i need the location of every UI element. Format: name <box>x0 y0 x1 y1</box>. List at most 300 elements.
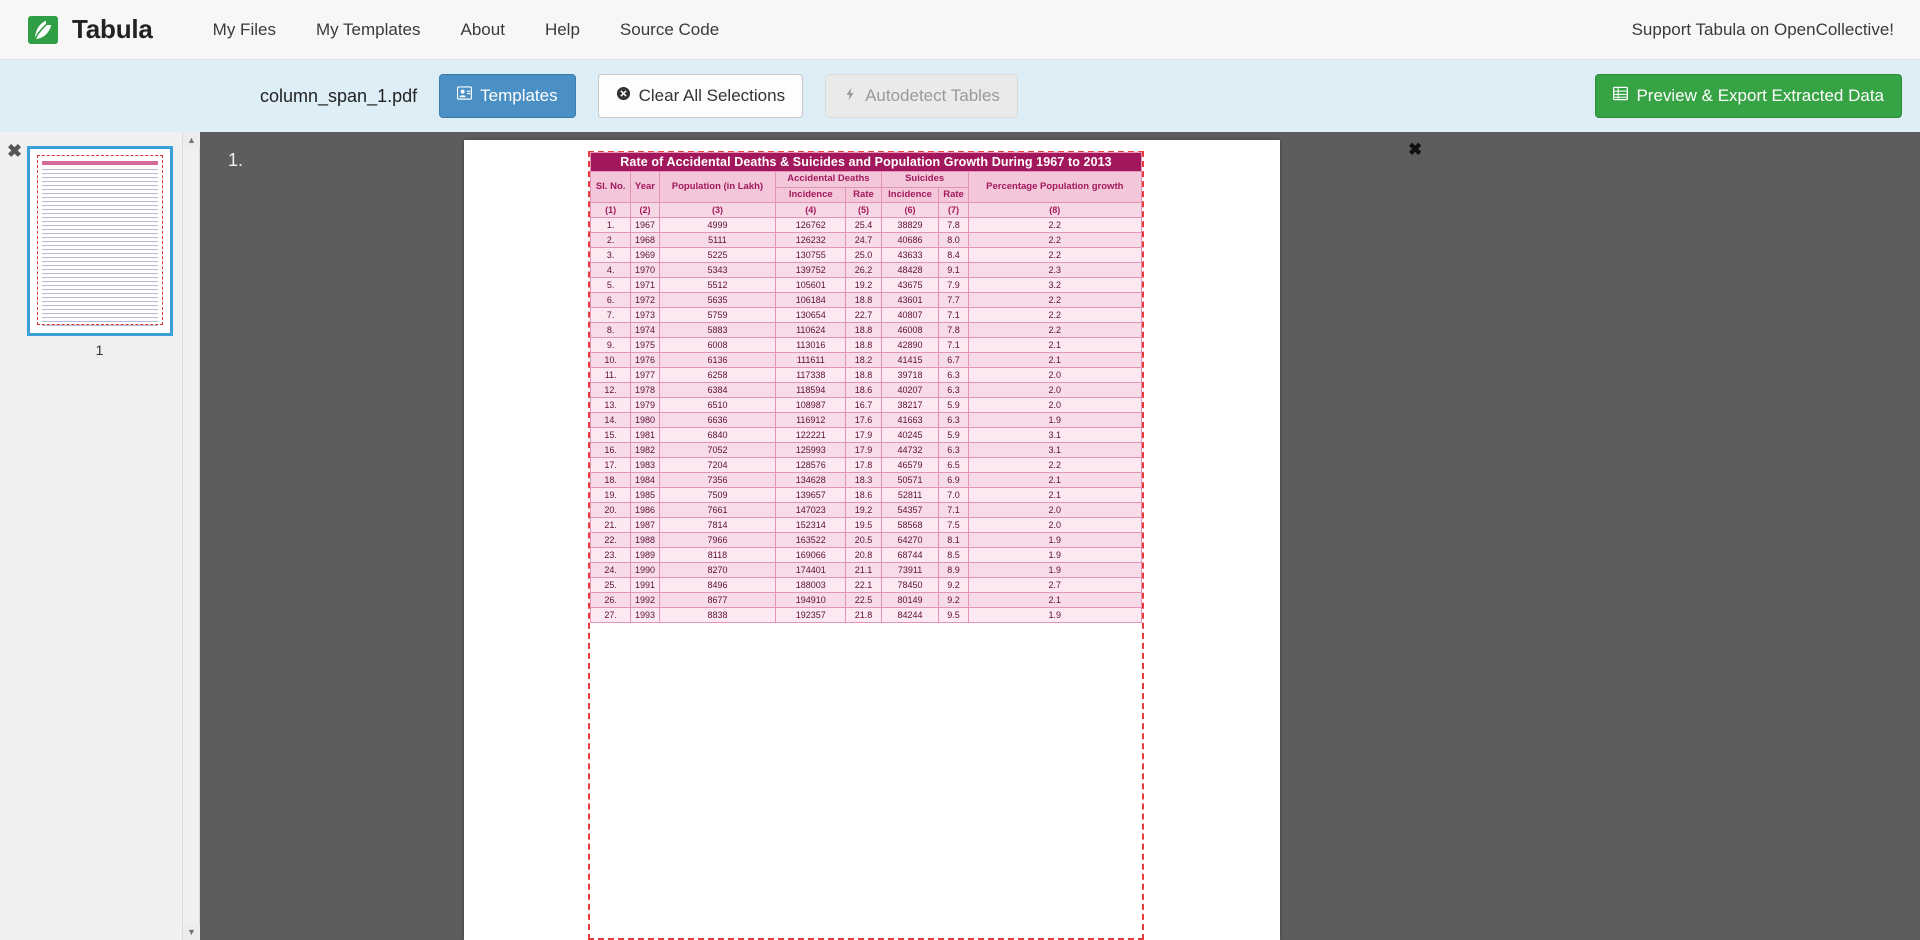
pdf-table-cell: 40686 <box>881 233 939 248</box>
pdf-table-cell: 2.0 <box>968 398 1141 413</box>
pdf-table-row <box>591 308 1142 323</box>
pdf-table <box>590 152 1142 623</box>
pdf-table-cell: 6.3 <box>939 443 968 458</box>
pdf-table-cell: 24. <box>591 563 631 578</box>
header-su-incidence: Incidence <box>881 187 939 203</box>
pdf-table-data-rows <box>591 218 1142 623</box>
pdf-table-cell: 25.0 <box>846 248 881 263</box>
col-num-2: (2) <box>631 203 660 218</box>
pdf-table-cell: 7.5 <box>939 518 968 533</box>
content-area <box>0 132 1920 940</box>
autodetect-tables-button[interactable] <box>825 74 1018 118</box>
nav-my-files[interactable]: My Files <box>212 19 276 39</box>
pdf-table-cell: 6136 <box>659 353 775 368</box>
pdf-table-cell: 1989 <box>631 548 660 563</box>
pdf-table-cell: 6384 <box>659 383 775 398</box>
pdf-table-cell: 54357 <box>881 503 939 518</box>
brand[interactable] <box>26 13 153 47</box>
pdf-table-cell: 1975 <box>631 338 660 353</box>
pdf-table-row <box>591 338 1142 353</box>
pdf-table-cell: 52811 <box>881 488 939 503</box>
pdf-table-cell: 147023 <box>776 503 846 518</box>
pdf-table-cell: 14. <box>591 413 631 428</box>
pdf-table-cell: 2.1 <box>968 593 1141 608</box>
pdf-table-cell: 3.1 <box>968 428 1141 443</box>
nav-source-code[interactable]: Source Code <box>619 19 720 39</box>
pdf-table-cell: 6840 <box>659 428 775 443</box>
pdf-table-cell: 7661 <box>659 503 775 518</box>
header-sl-no: Sl. No. <box>591 172 631 203</box>
pdf-table-cell: 1991 <box>631 578 660 593</box>
pdf-table-row <box>591 323 1142 338</box>
pdf-table-cell: 2.2 <box>968 218 1141 233</box>
pdf-table-cell: 10. <box>591 353 631 368</box>
pdf-table-cell: 1983 <box>631 458 660 473</box>
nav-help[interactable]: Help <box>544 19 580 39</box>
pdf-table-cell: 5.9 <box>939 428 968 443</box>
pdf-table-cell: 5. <box>591 278 631 293</box>
pdf-table-cell: 1972 <box>631 293 660 308</box>
pdf-table-cell: 19.2 <box>846 503 881 518</box>
pdf-table-cell: 2.2 <box>968 233 1141 248</box>
pdf-table-cell: 2.2 <box>968 458 1141 473</box>
pdf-table-cell: 8. <box>591 323 631 338</box>
pdf-table-cell: 44732 <box>881 443 939 458</box>
pdf-table-cell: 40207 <box>881 383 939 398</box>
pdf-table-cell: 122221 <box>776 428 846 443</box>
pdf-table-cell: 17. <box>591 458 631 473</box>
pdf-table-cell: 7.8 <box>939 218 968 233</box>
pdf-table-cell: 6.7 <box>939 353 968 368</box>
header-su-rate: Rate <box>939 187 968 203</box>
preview-export-label: Preview & Export Extracted Data <box>1636 86 1884 105</box>
pdf-table-cell: 19. <box>591 488 631 503</box>
close-x-icon[interactable]: ✖ <box>7 141 23 161</box>
pdf-table-cell: 2.2 <box>968 293 1141 308</box>
pdf-table-cell: 6.9 <box>939 473 968 488</box>
pdf-table-number-row <box>591 203 1142 218</box>
pdf-table-cell: 18.2 <box>846 353 881 368</box>
col-num-6: (6) <box>881 203 939 218</box>
pdf-table-cell: 134628 <box>776 473 846 488</box>
lightning-bolt-icon <box>843 86 857 106</box>
templates-button-label: Templates <box>480 86 558 105</box>
pdf-table-cell: 1.9 <box>968 413 1141 428</box>
pdf-table-cell: 139752 <box>776 263 846 278</box>
pdf-table-cell: 8496 <box>659 578 775 593</box>
pdf-table-cell: 1967 <box>631 218 660 233</box>
pdf-table-cell: 1987 <box>631 518 660 533</box>
pdf-table-cell: 7.1 <box>939 308 968 323</box>
col-num-1: (1) <box>591 203 631 218</box>
pdf-table-cell: 1986 <box>631 503 660 518</box>
pdf-table-row <box>591 293 1142 308</box>
pdf-table-cell: 5343 <box>659 263 775 278</box>
pdf-table-cell: 1988 <box>631 533 660 548</box>
pdf-table-cell: 8.5 <box>939 548 968 563</box>
pdf-table-cell: 7.7 <box>939 293 968 308</box>
template-person-icon <box>457 86 472 106</box>
pdf-table-cell: 18.8 <box>846 338 881 353</box>
pdf-table-cell: 20.5 <box>846 533 881 548</box>
col-num-4: (4) <box>776 203 846 218</box>
pdf-table-row <box>591 563 1142 578</box>
pdf-table-cell: 22.5 <box>846 593 881 608</box>
pdf-table-cell: 2.3 <box>968 263 1141 278</box>
pdf-table-cell: 1971 <box>631 278 660 293</box>
pdf-table-cell: 8.4 <box>939 248 968 263</box>
pdf-table-cell: 126232 <box>776 233 846 248</box>
pdf-table-cell: 40807 <box>881 308 939 323</box>
pdf-table-cell: 7052 <box>659 443 775 458</box>
pdf-table-cell: 8838 <box>659 608 775 623</box>
pdf-table-cell: 163522 <box>776 533 846 548</box>
pdf-table-cell: 7509 <box>659 488 775 503</box>
pdf-table-cell: 6.5 <box>939 458 968 473</box>
pdf-table-cell: 174401 <box>776 563 846 578</box>
page-thumbnail-sidebar <box>0 132 200 940</box>
pdf-table-cell: 9.2 <box>939 578 968 593</box>
pdf-table-row <box>591 428 1142 443</box>
pdf-table-row <box>591 488 1142 503</box>
pdf-table-cell: 38829 <box>881 218 939 233</box>
pdf-table-cell: 139657 <box>776 488 846 503</box>
pdf-table-cell: 21.1 <box>846 563 881 578</box>
navbar-right <box>1612 20 1894 40</box>
pdf-table-cell: 18.3 <box>846 473 881 488</box>
pdf-table-cell: 7966 <box>659 533 775 548</box>
pdf-table-cell: 7.8 <box>939 323 968 338</box>
pdf-table-cell: 22. <box>591 533 631 548</box>
pdf-table-row <box>591 263 1142 278</box>
pdf-table-cell: 6258 <box>659 368 775 383</box>
pdf-table-cell: 41663 <box>881 413 939 428</box>
col-num-5: (5) <box>846 203 881 218</box>
pdf-table-cell: 7.0 <box>939 488 968 503</box>
navbar <box>0 0 1920 60</box>
pdf-table-cell: 9.5 <box>939 608 968 623</box>
pdf-table-title: Rate of Accidental Deaths & Suicides and Population Growth During 1967 to 2013 <box>591 153 1142 172</box>
pdf-table-cell: 11. <box>591 368 631 383</box>
pdf-table-cell: 126762 <box>776 218 846 233</box>
pdf-table-cell: 2.2 <box>968 248 1141 263</box>
sidebar-scrollbar[interactable] <box>182 132 199 940</box>
pdf-table-cell: 9.1 <box>939 263 968 278</box>
pdf-table-cell: 26. <box>591 593 631 608</box>
pdf-table-cell: 2.1 <box>968 338 1141 353</box>
pdf-table-cell: 1993 <box>631 608 660 623</box>
pdf-table-cell: 78450 <box>881 578 939 593</box>
header-population: Population (in Lakh) <box>659 172 775 203</box>
autodetect-tables-label: Autodetect Tables <box>865 86 1000 105</box>
header-percentage-population-growth: Percentage Population growth <box>968 172 1141 203</box>
pdf-table-cell: 105601 <box>776 278 846 293</box>
pdf-table-cell: 46008 <box>881 323 939 338</box>
pdf-table-cell: 5.9 <box>939 398 968 413</box>
support-opencollective-link[interactable]: Support Tabula on OpenCollective! <box>1631 19 1894 39</box>
pdf-table-cell: 1976 <box>631 353 660 368</box>
col-num-7: (7) <box>939 203 968 218</box>
pdf-table-cell: 1978 <box>631 383 660 398</box>
pdf-table-cell: 19.2 <box>846 278 881 293</box>
pdf-table-cell: 17.6 <box>846 413 881 428</box>
col-num-8: (8) <box>968 203 1141 218</box>
clear-all-selections-button[interactable] <box>598 74 803 118</box>
pdf-page[interactable] <box>464 140 1423 940</box>
pdf-table-cell: 18.6 <box>846 488 881 503</box>
pdf-table-row <box>591 608 1142 623</box>
pdf-table-cell: 7.1 <box>939 503 968 518</box>
pdf-table-cell: 194910 <box>776 593 846 608</box>
col-num-3: (3) <box>659 203 775 218</box>
pdf-table-cell: 5225 <box>659 248 775 263</box>
pdf-table-cell: 21.8 <box>846 608 881 623</box>
pdf-table-cell: 1968 <box>631 233 660 248</box>
pdf-table-cell: 22.1 <box>846 578 881 593</box>
pdf-table-row <box>591 248 1142 263</box>
pdf-table-cell: 8677 <box>659 593 775 608</box>
pdf-table-cell: 5883 <box>659 323 775 338</box>
pdf-table-cell: 2.0 <box>968 368 1141 383</box>
pdf-table-cell: 1. <box>591 218 631 233</box>
pdf-table-cell: 1.9 <box>968 563 1141 578</box>
pdf-table-cell: 17.9 <box>846 428 881 443</box>
brand-name: Tabula <box>72 14 153 44</box>
pdf-table-cell: 19.5 <box>846 518 881 533</box>
pdf-table-cell: 1985 <box>631 488 660 503</box>
pdf-table-cell: 5635 <box>659 293 775 308</box>
pdf-table-cell: 2.1 <box>968 473 1141 488</box>
nav-about[interactable]: About <box>460 19 505 39</box>
pdf-viewer[interactable] <box>200 132 1920 940</box>
pdf-table-row <box>591 413 1142 428</box>
pdf-table-cell: 64270 <box>881 533 939 548</box>
clear-all-selections-label: Clear All Selections <box>638 86 786 105</box>
pdf-table-cell: 40245 <box>881 428 939 443</box>
pdf-table-cell: 8118 <box>659 548 775 563</box>
pdf-table-cell: 3.2 <box>968 278 1141 293</box>
pdf-table-row <box>591 518 1142 533</box>
pdf-table-cell: 8.9 <box>939 563 968 578</box>
pdf-table-row <box>591 368 1142 383</box>
pdf-table-cell: 4. <box>591 263 631 278</box>
pdf-table-cell: 12. <box>591 383 631 398</box>
pdf-table-cell: 1.9 <box>968 608 1141 623</box>
pdf-table-cell: 5759 <box>659 308 775 323</box>
pdf-table-cell: 24.7 <box>846 233 881 248</box>
pdf-table-cell: 48428 <box>881 263 939 278</box>
pdf-table-cell: 43601 <box>881 293 939 308</box>
pdf-table-cell: 152314 <box>776 518 846 533</box>
pdf-table-cell: 16.7 <box>846 398 881 413</box>
page-index-label: 1. <box>228 150 244 170</box>
header-suicides: Suicides <box>881 172 968 188</box>
pdf-table-cell: 8.1 <box>939 533 968 548</box>
pdf-table-cell: 39718 <box>881 368 939 383</box>
pdf-table-row <box>591 578 1142 593</box>
page-thumbnail-item[interactable] <box>27 146 173 358</box>
thumbnail-page-number: 1 <box>95 342 104 358</box>
pdf-table-cell: 130755 <box>776 248 846 263</box>
pdf-table-row <box>591 548 1142 563</box>
pdf-table-row <box>591 593 1142 608</box>
pdf-table-cell: 1977 <box>631 368 660 383</box>
file-name: column_span_1.pdf <box>260 85 418 106</box>
pdf-table-cell: 7. <box>591 308 631 323</box>
table-grid-icon <box>1613 86 1628 106</box>
templates-button[interactable] <box>439 74 575 118</box>
pdf-table-cell: 7.1 <box>939 338 968 353</box>
pdf-table-cell: 117338 <box>776 368 846 383</box>
pdf-table-cell: 1973 <box>631 308 660 323</box>
pdf-table-cell: 18.6 <box>846 383 881 398</box>
pdf-table-cell: 43633 <box>881 248 939 263</box>
pdf-table-cell: 2.2 <box>968 323 1141 338</box>
tabula-leaf-icon <box>26 13 60 47</box>
pdf-table-cell: 2. <box>591 233 631 248</box>
pdf-table-cell: 20.8 <box>846 548 881 563</box>
pdf-table-cell: 110624 <box>776 323 846 338</box>
header-ad-rate: Rate <box>846 187 881 203</box>
pdf-table-cell: 192357 <box>776 608 846 623</box>
pdf-table-cell: 27. <box>591 608 631 623</box>
pdf-table-row <box>591 458 1142 473</box>
pdf-table-cell: 73911 <box>881 563 939 578</box>
pdf-table-cell: 1.9 <box>968 548 1141 563</box>
pdf-table-cell: 6.3 <box>939 368 968 383</box>
pdf-table-cell: 2.0 <box>968 518 1141 533</box>
pdf-table-cell: 111611 <box>776 353 846 368</box>
pdf-table-row <box>591 398 1142 413</box>
pdf-table-cell: 125993 <box>776 443 846 458</box>
pdf-table-cell: 43675 <box>881 278 939 293</box>
pdf-table-cell: 25.4 <box>846 218 881 233</box>
pdf-table-cell: 1984 <box>631 473 660 488</box>
header-year: Year <box>631 172 660 203</box>
pdf-table-cell: 113016 <box>776 338 846 353</box>
pdf-table-cell: 118594 <box>776 383 846 398</box>
pdf-table-cell: 1979 <box>631 398 660 413</box>
pdf-table-cell: 4999 <box>659 218 775 233</box>
pdf-table-cell: 25. <box>591 578 631 593</box>
pdf-table-cell: 58568 <box>881 518 939 533</box>
pdf-table-cell: 13. <box>591 398 631 413</box>
pdf-table-cell: 9.2 <box>939 593 968 608</box>
chevron-down-icon[interactable]: ▼ <box>183 924 200 940</box>
pdf-table-body <box>591 153 1142 218</box>
pdf-table-row <box>591 353 1142 368</box>
pdf-table-cell: 1974 <box>631 323 660 338</box>
pdf-table-cell: 3.1 <box>968 443 1141 458</box>
pdf-table-cell: 15. <box>591 428 631 443</box>
pdf-table-cell: 6.3 <box>939 413 968 428</box>
pdf-table-cell: 17.9 <box>846 443 881 458</box>
pdf-table-cell: 22.7 <box>846 308 881 323</box>
pdf-table-cell: 46579 <box>881 458 939 473</box>
pdf-table-cell: 20. <box>591 503 631 518</box>
pdf-table-row <box>591 383 1142 398</box>
pdf-table-cell: 1982 <box>631 443 660 458</box>
pdf-table-cell: 2.1 <box>968 488 1141 503</box>
header-ad-incidence: Incidence <box>776 187 846 203</box>
pdf-table-cell: 116912 <box>776 413 846 428</box>
pdf-table-cell: 5512 <box>659 278 775 293</box>
pdf-table-cell: 1990 <box>631 563 660 578</box>
toolbar <box>0 60 1920 132</box>
thumbnail-selection-outline <box>37 155 163 325</box>
pdf-table-cell: 1970 <box>631 263 660 278</box>
nav-my-templates[interactable]: My Templates <box>315 19 421 39</box>
pdf-table-cell: 8.0 <box>939 233 968 248</box>
circle-x-icon <box>616 86 631 106</box>
pdf-table-cell: 7204 <box>659 458 775 473</box>
pdf-table-cell: 42890 <box>881 338 939 353</box>
pdf-table-cell: 6008 <box>659 338 775 353</box>
pdf-table-cell: 23. <box>591 548 631 563</box>
pdf-table-cell: 7.9 <box>939 278 968 293</box>
pdf-table-cell: 128576 <box>776 458 846 473</box>
pdf-table-row <box>591 533 1142 548</box>
pdf-table-cell: 18.8 <box>846 323 881 338</box>
pdf-table-cell: 5111 <box>659 233 775 248</box>
pdf-table-cell: 9. <box>591 338 631 353</box>
pdf-table-header-row-1 <box>591 172 1142 188</box>
pdf-table-cell: 41415 <box>881 353 939 368</box>
pdf-table-cell: 50571 <box>881 473 939 488</box>
pdf-table-cell: 6.3 <box>939 383 968 398</box>
nav-links <box>193 10 739 50</box>
pdf-table-cell: 2.2 <box>968 308 1141 323</box>
pdf-table-cell: 169066 <box>776 548 846 563</box>
pdf-table-cell: 2.7 <box>968 578 1141 593</box>
pdf-table-row <box>591 233 1142 248</box>
pdf-table-cell: 106184 <box>776 293 846 308</box>
pdf-table-cell: 1980 <box>631 413 660 428</box>
pdf-table-cell: 1992 <box>631 593 660 608</box>
pdf-table-cell: 8270 <box>659 563 775 578</box>
header-accidental-deaths: Accidental Deaths <box>776 172 881 188</box>
pdf-table-cell: 7814 <box>659 518 775 533</box>
preview-export-button[interactable] <box>1595 74 1902 118</box>
pdf-table-cell: 16. <box>591 443 631 458</box>
pdf-table-cell: 38217 <box>881 398 939 413</box>
pdf-table-cell: 26.2 <box>846 263 881 278</box>
selection-close-icon[interactable]: ✖ <box>1408 140 1423 159</box>
pdf-table-cell: 130654 <box>776 308 846 323</box>
pdf-table-row <box>591 503 1142 518</box>
pdf-table-cell: 18. <box>591 473 631 488</box>
pdf-table-cell: 18.8 <box>846 293 881 308</box>
pdf-table-cell: 21. <box>591 518 631 533</box>
chevron-up-icon[interactable]: ▲ <box>183 132 200 148</box>
page-thumbnail[interactable] <box>27 146 173 336</box>
pdf-table-row <box>591 443 1142 458</box>
pdf-table-cell: 17.8 <box>846 458 881 473</box>
pdf-table-row <box>591 218 1142 233</box>
pdf-table-cell: 6. <box>591 293 631 308</box>
pdf-table-cell: 18.8 <box>846 368 881 383</box>
pdf-table-cell: 2.1 <box>968 353 1141 368</box>
pdf-table-cell: 1.9 <box>968 533 1141 548</box>
pdf-table-cell: 1969 <box>631 248 660 263</box>
pdf-table-cell: 68744 <box>881 548 939 563</box>
pdf-table-row <box>591 473 1142 488</box>
pdf-table-cell: 6510 <box>659 398 775 413</box>
pdf-table-title-row <box>591 153 1142 172</box>
pdf-table-cell: 1981 <box>631 428 660 443</box>
pdf-table-cell: 2.0 <box>968 383 1141 398</box>
pdf-table-cell: 84244 <box>881 608 939 623</box>
